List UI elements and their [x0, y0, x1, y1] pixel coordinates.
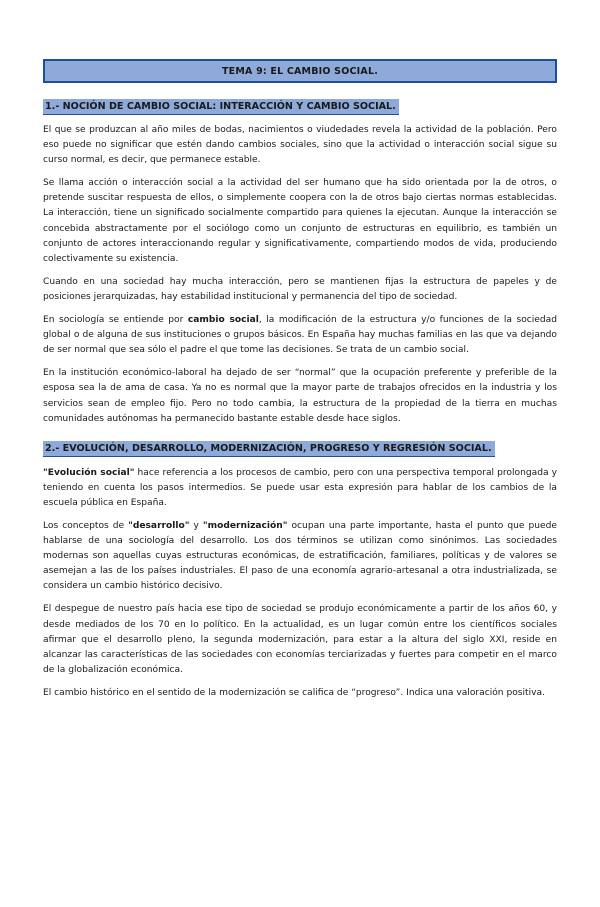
section-1-paragraph-2: Se llama acción o interacción social a la actividad del ser humano que ha sido orientada por la de otros, o pretende suscitar respuesta de ellos, o simplemente coopera con la de otros bajo ciertas normas establecidas. La interacción, tiene un significado socialmente compartido para quienes la ejecutan. Aunque la interacción se concebida abstractamente por el sociólogo como un conjunto de estructuras en equilibrio, es también un conjunto de actores interaccionando regular y significativamente, compartiendo modos de vida, produciendo colectivamente su existencia.: [43, 178, 557, 264]
section-1-heading: 1.- NOCIÓN DE CAMBIO SOCIAL: INTERACCIÓN Y CAMBIO SOCIAL.: [43, 99, 399, 115]
section-1-paragraph-4: [43, 313, 557, 358]
title-banner: [43, 59, 557, 83]
term-desarrollo: "desarrollo": [128, 520, 190, 531]
p4-post-text: , la modificación de la estructura y/o funciones de la sociedad global o de alguna de sus instituciones o grupos básicos. En España hay muchas familias en las que va dejando de ser normal que sea sólo el padre el que tome las decisiones. Se trata de un cambio social.: [43, 315, 557, 356]
section-2-paragraph-3: El despegue de nuestro país hacia ese tipo de sociedad se produjo económicamente a partir de los años 60, y desde mediados de los 70 en lo político. En la actualidad, es un lugar común entre los científicos sociales afirmar que el desarrollo pleno, la segunda modernización, para estar a la altura del siglo XXI, reside en alcanzar las características de las sociedades con economías terciarizadas y fuertes para competir en el marco de la globalización económica.: [43, 604, 557, 675]
section-2-paragraph-2: [43, 519, 557, 594]
s2-p2-post-text: ocupan una parte importante, hasta el punto que puede hablarse de una sociología del desarrollo. Los dos términos se utilizan como sinónimos. Las sociedades modernas son aquellas cuyas estructuras económicas, de estratificación, familiares, políticas y de valores se asemejan a las de los países industriales. El paso de una economía agrario-artesanal a otra industrializada, se considera un cambio histórico decisivo.: [43, 520, 557, 592]
section-1-paragraph-1: El que se produzcan al año miles de bodas, nacimientos o viudedades revela la actividad de la población. Pero eso puede no significar que estén dando cambios sociales, sino que la actividad o interacción social sigue su curso normal, es decir, que permanece estable.: [43, 125, 557, 166]
term-cambio-social: cambio social: [187, 315, 259, 326]
section-1: [43, 94, 557, 115]
term-evolucion-social: "Evolución social": [43, 467, 135, 478]
p4-pre-text: En sociología se entiende por: [43, 315, 188, 326]
page-title: TEMA 9: EL CAMBIO SOCIAL.: [221, 65, 379, 77]
s2-p2-mid-text: y: [189, 520, 203, 531]
section-1-paragraph-5: En la institución económico-laboral ha dejado de ser “normal” que la ocupación preferente y preferible de la esposa sea la de ama de casa. Ya no es normal que la mayor parte de trabajos ofrecidos en la industria y los servicios sean de empleo fijo. Pero no todo cambia, la estructura de la propiedad de la tierra en muchas comunidades autónomas ha permanecido bastante estable desde hace siglos.: [43, 368, 557, 424]
term-modernizacion: "modernización": [202, 520, 288, 531]
s2-p1-post-text: hace referencia a los procesos de cambio, pero con una perspectiva temporal prolongada y teniendo en cuenta los pasos intermedios. Se puede usar esta expresión para hablar de los cambios de la escuela pública en España.: [43, 467, 557, 508]
section-2-heading: 2.- EVOLUCIÓN, DESARROLLO, MODERNIZACIÓN, PROGRESO Y REGRESIÓN SOCIAL.: [43, 441, 495, 457]
s2-p2-pre-text: Los conceptos de: [43, 520, 129, 531]
section-2: [43, 436, 557, 457]
section-2-paragraph-1: [43, 466, 557, 511]
document-page: [0, 59, 600, 907]
section-2-paragraph-4: El cambio histórico en el sentido de la modernización se califica de “progreso”. Indica una valoración positiva.: [43, 687, 545, 698]
section-1-paragraph-3: Cuando en una sociedad hay mucha interacción, pero se mantienen fijas la estructura de papeles y de posiciones jerarquizadas, hay estabilidad institucional y permanencia del tipo de sociedad.: [43, 276, 557, 302]
